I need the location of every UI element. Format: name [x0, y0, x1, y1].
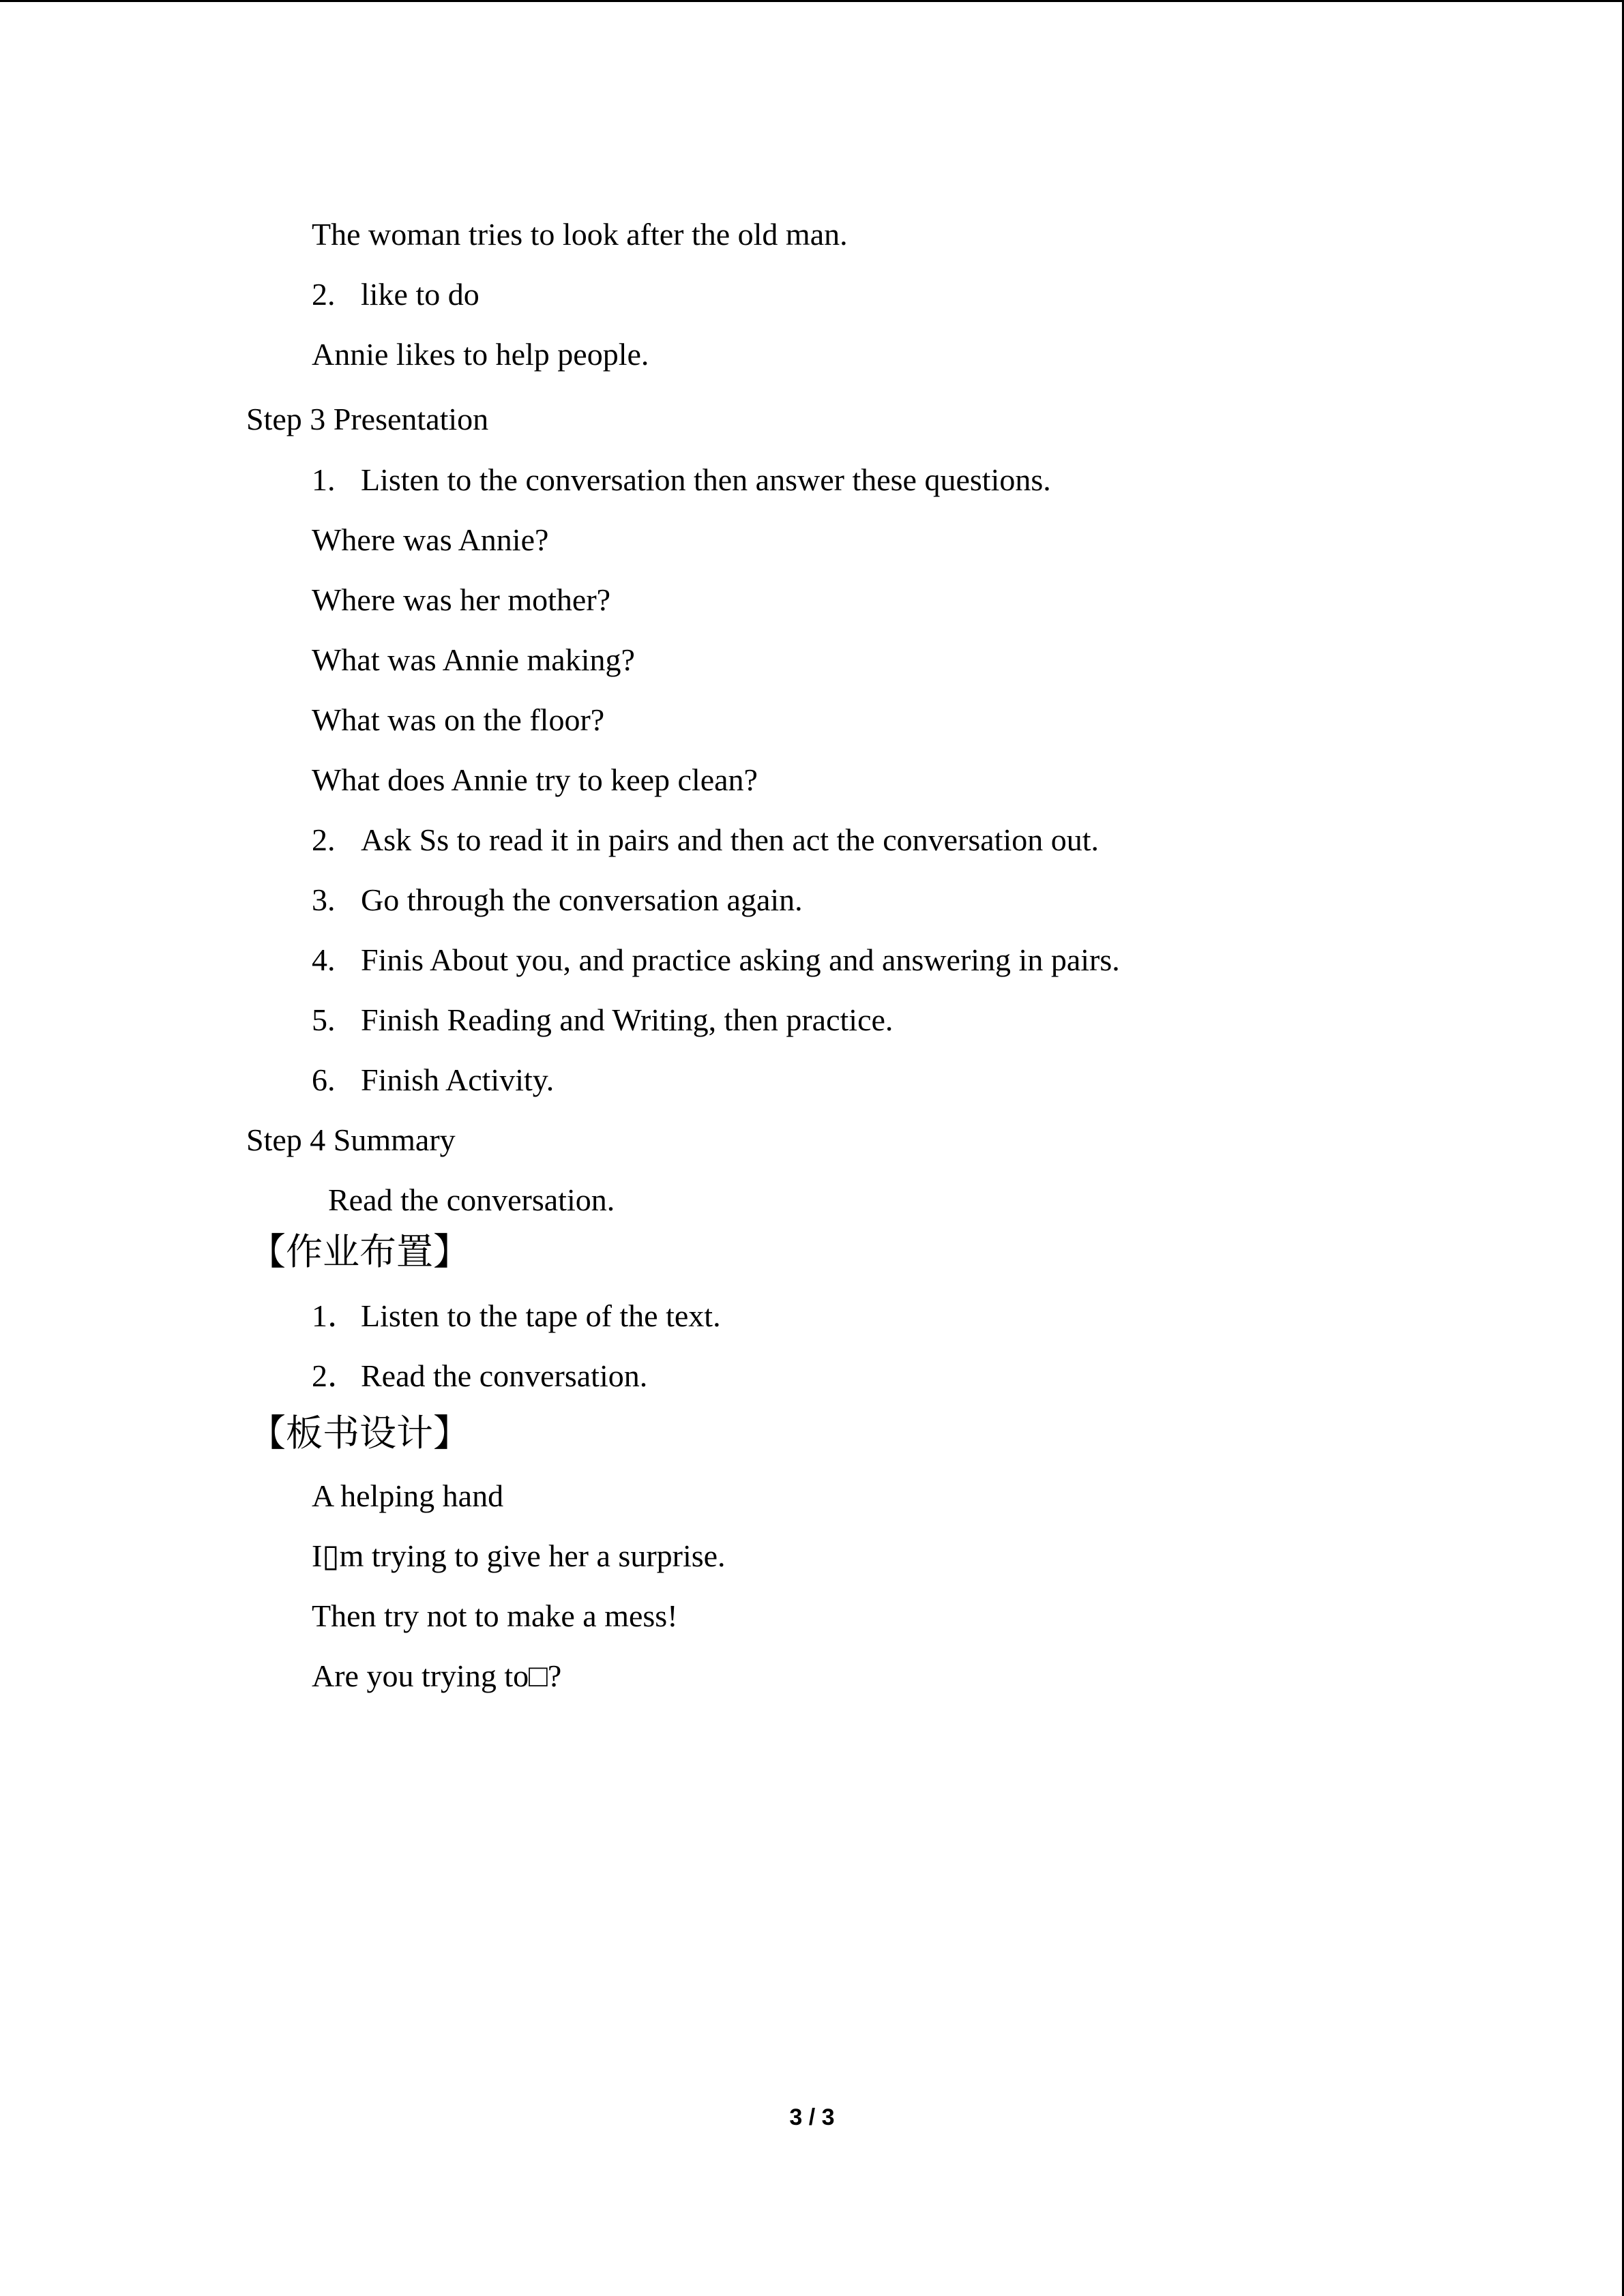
text-line: The woman tries to look after the old man. — [312, 217, 848, 252]
list-number: 1. — [312, 462, 336, 497]
list-number: 2. — [312, 822, 336, 857]
board-line: Are you trying to□? — [312, 1658, 562, 1693]
list-item — [312, 460, 1051, 500]
text-line: Read the conversation. — [328, 1182, 615, 1217]
text-line: Annie likes to help people. — [312, 337, 649, 372]
list-text: Listen to the tape of the text. — [361, 1298, 721, 1333]
list-number: 5. — [312, 1002, 336, 1037]
list-text: like to do — [361, 277, 479, 312]
question-line: What does Annie try to keep clean? — [312, 762, 758, 797]
step3-title: Step 3 Presentation — [246, 402, 489, 436]
list-text: Go through the conversation again. — [361, 882, 803, 917]
list-number: 4. — [312, 942, 336, 977]
list-item — [312, 1296, 721, 1336]
list-item — [312, 880, 803, 920]
list-text: Read the conversation. — [361, 1358, 648, 1393]
list-number: 6. — [312, 1062, 336, 1097]
question-line: Where was Annie? — [312, 522, 549, 557]
list-number: 3. — [312, 882, 336, 917]
question-line: What was Annie making? — [312, 642, 635, 677]
list-item — [312, 820, 1099, 860]
list-item — [312, 940, 1120, 980]
question-line: Where was her mother? — [312, 582, 611, 617]
board-design-heading: 【板书设计】 — [249, 1412, 470, 1455]
list-number: 1． — [312, 1298, 359, 1333]
question-line: What was on the floor? — [312, 702, 605, 737]
page-number: 3 / 3 — [789, 2104, 835, 2130]
step4-title: Step 4 Summary — [246, 1122, 456, 1157]
list-number: 2. — [312, 277, 336, 312]
list-text: Ask Ss to read it in pairs and then act the conversation out. — [361, 822, 1099, 857]
list-text: Listen to the conversation then answer these questions. — [361, 462, 1051, 497]
board-line: I▯m trying to give her a surprise. — [312, 1538, 726, 1573]
board-line: Then try not to make a mess! — [312, 1598, 678, 1633]
list-text: Finis About you, and practice asking and answering in pairs. — [361, 942, 1120, 977]
list-text: Finish Reading and Writing, then practice. — [361, 1002, 894, 1037]
list-item — [312, 275, 479, 314]
board-line: A helping hand — [312, 1478, 504, 1513]
list-item — [312, 1356, 647, 1396]
homework-heading: 【作业布置】 — [249, 1230, 470, 1273]
list-number: 2． — [312, 1358, 359, 1393]
list-text: Finish Activity. — [361, 1062, 555, 1097]
list-item — [312, 1060, 554, 1100]
list-item — [312, 1000, 893, 1040]
